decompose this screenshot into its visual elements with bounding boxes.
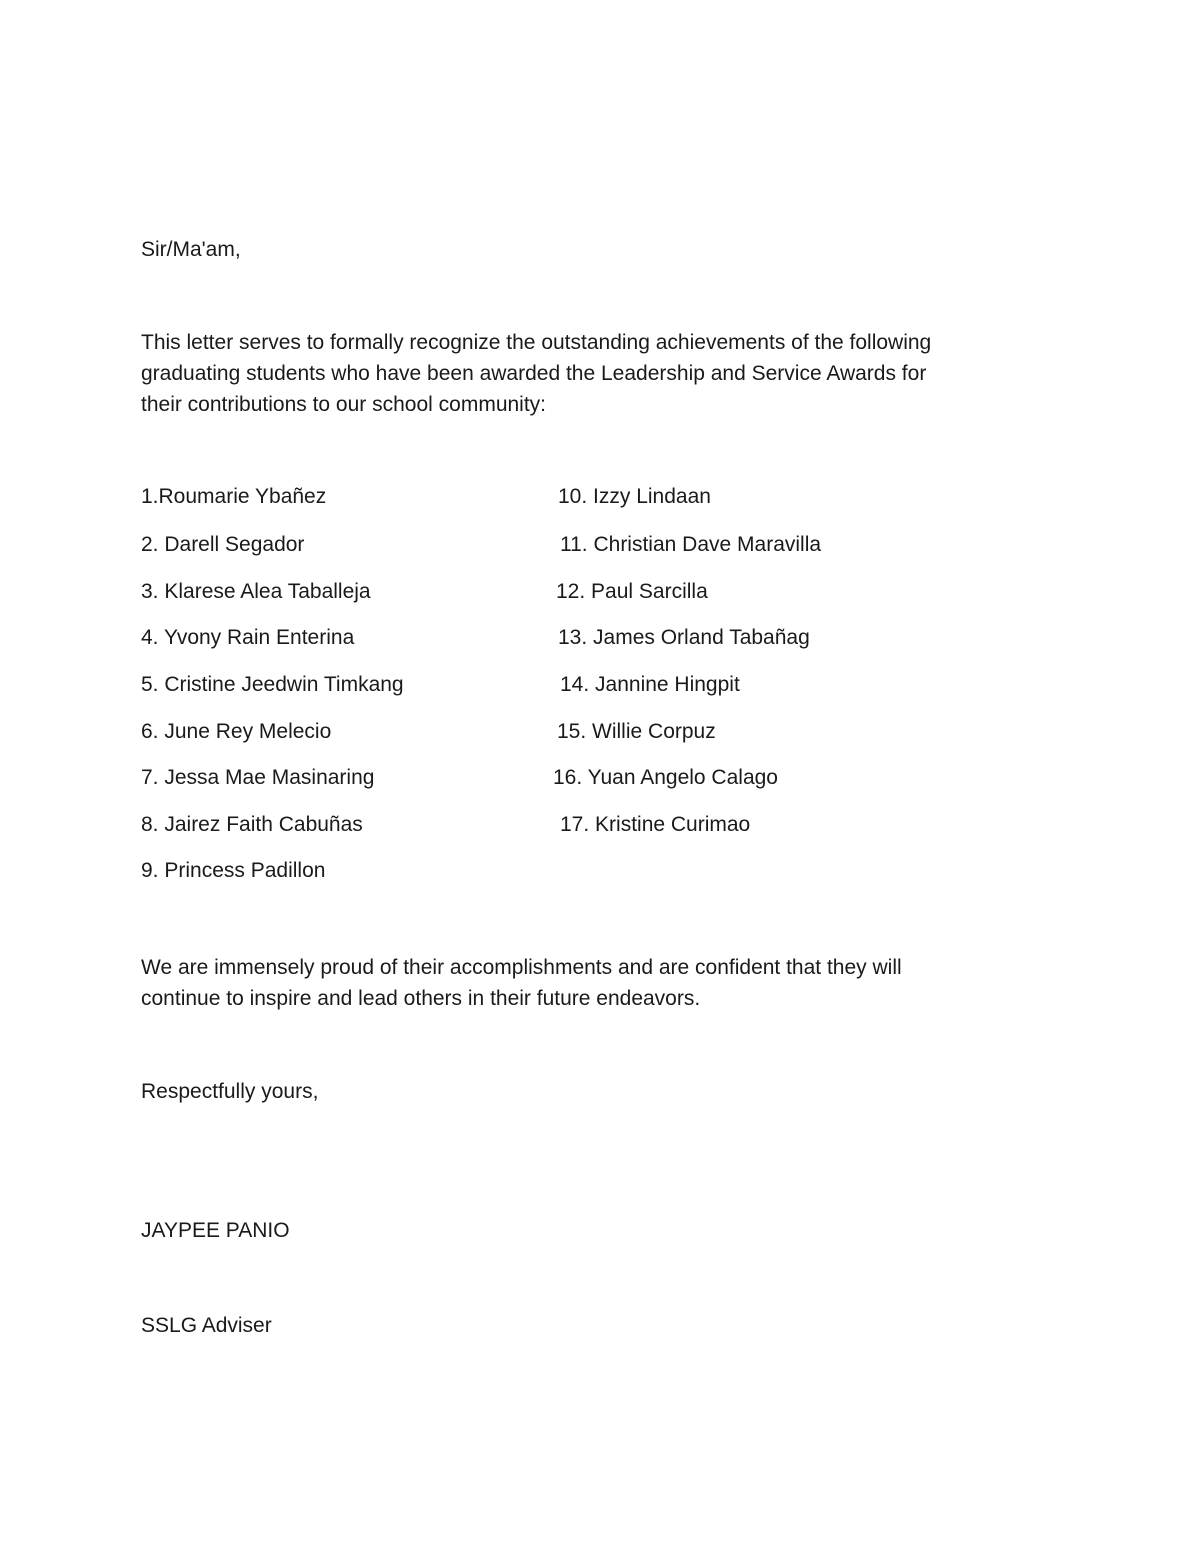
closing-line: continue to inspire and lead others in their future endeavors. [141, 987, 701, 1010]
signatory-name: JAYPEE PANIO [141, 1219, 290, 1242]
awardee-item: 2. Darell Segador [141, 533, 305, 556]
awardee-item: 5. Cristine Jeedwin Timkang [141, 673, 404, 696]
awardee-item: 9. Princess Padillon [141, 859, 326, 882]
intro-line: graduating students who have been awarded the Leadership and Service Awards for [141, 362, 927, 385]
awardee-item: 8. Jairez Faith Cabuñas [141, 813, 363, 836]
awardee-item: 1.Roumarie Ybañez [141, 485, 327, 508]
awardee-item: 16. Yuan Angelo Calago [553, 766, 778, 789]
sign-off: Respectfully yours, [141, 1080, 319, 1103]
awardee-item: 10. Izzy Lindaan [558, 485, 711, 508]
awardee-item: 6. June Rey Melecio [141, 720, 332, 743]
closing-line: We are immensely proud of their accomplishments and are confident that they will [141, 956, 902, 979]
awardee-item: 7. Jessa Mae Masinaring [141, 766, 375, 789]
intro-line: This letter serves to formally recognize the outstanding achievements of the following [141, 331, 932, 354]
intro-paragraph [141, 327, 1041, 420]
awardee-item: 3. Klarese Alea Taballeja [141, 580, 371, 603]
awardee-item: 11. Christian Dave Maravilla [560, 533, 822, 556]
salutation: Sir/Ma'am, [141, 238, 241, 261]
awardee-item: 17. Kristine Curimao [560, 813, 751, 836]
awardee-item: 12. Paul Sarcilla [556, 580, 708, 603]
awardee-item: 15. Willie Corpuz [557, 720, 716, 743]
awardee-item: 13. James Orland Tabañag [558, 626, 810, 649]
closing-paragraph [141, 952, 1041, 1014]
awardee-item: 4. Yvony Rain Enterina [141, 626, 355, 649]
awardee-item: 14. Jannine Hingpit [560, 673, 740, 696]
intro-line: their contributions to our school community: [141, 393, 547, 416]
signatory-title: SSLG Adviser [141, 1314, 272, 1337]
